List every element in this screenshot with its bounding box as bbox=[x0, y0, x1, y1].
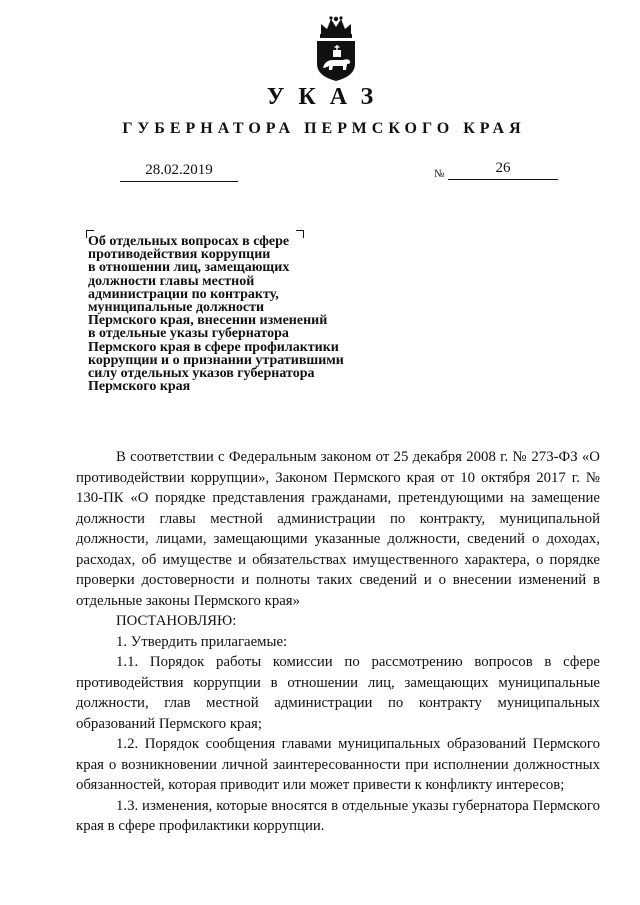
subject-line: должности главы местной bbox=[88, 273, 255, 289]
subject-line: муниципальные должности bbox=[88, 300, 265, 316]
subject-line: Пермского края в сфере профилактики bbox=[88, 339, 339, 355]
subject-line: силу отдельных указов губернатора bbox=[88, 366, 315, 382]
item-1-1: 1.1. Порядок работы комиссии по рассмотрению вопросов в сфере противодействия коррупции в отношении лиц, замещающих муниципальные должности, глав местной администрации по контракту муниципальных образований Пермского края; bbox=[76, 654, 600, 732]
decree-date: 28.02.2019 bbox=[120, 162, 238, 182]
preamble-paragraph: В соответствии с Федеральным законом от 25 декабря 2008 г. № 273-ФЗ «О противодействии коррупции», Законом Пермского края от 10 октября 2017 г. № 130-ПК «О порядке представления гражданами, претендующими на замещение должности главы местной администрации по контракту, муниципальной должности, лицами, замещающими указанные должности, сведений о доходах, расходах, об имуществе и обязательствах имущественного характера, о порядке проверки достоверности и полноты таких сведений и о внесении изменений в отдельные законы Пермского края» bbox=[76, 449, 600, 609]
decree-body bbox=[76, 447, 600, 837]
coat-of-arms-icon bbox=[313, 14, 359, 82]
item-1-2: 1.2. Порядок сообщения главами муниципальных образований Пермского края о возникновении личной заинтересованности при исполнении должностных обязанностей, которая приводит или может привести к конфликту интересов; bbox=[76, 736, 600, 793]
subject-line: Пермского края, внесении изменений bbox=[88, 313, 328, 329]
item-1-3: 1.3. изменения, которые вносятся в отдельные указы губернатора Пермского края в сфере профилактики коррупции. bbox=[76, 797, 600, 834]
decree-title: УКАЗ bbox=[266, 84, 388, 110]
subject-line: противодействия коррупции bbox=[88, 247, 271, 263]
resolve-clause: ПОСТАНОВЛЯЮ: bbox=[116, 613, 237, 629]
subject-line: в отдельные указы губернатора bbox=[88, 326, 289, 342]
subject-line: коррупции и о признании утратившими bbox=[88, 352, 344, 368]
decree-subject bbox=[88, 235, 388, 393]
subject-line: в отношении лиц, замещающих bbox=[88, 260, 290, 276]
subject-line: Пермского края bbox=[88, 379, 191, 395]
number-sign: № bbox=[434, 168, 445, 180]
item-1: 1. Утвердить прилагаемые: bbox=[116, 633, 288, 650]
issuing-authority: ГУБЕРНАТОРА ПЕРМСКОГО КРАЯ bbox=[122, 120, 526, 137]
subject-line: Об отдельных вопросах в сфере bbox=[88, 234, 290, 249]
decree-number: 26 bbox=[448, 160, 558, 180]
subject-line: администрации по контракту, bbox=[88, 286, 279, 302]
